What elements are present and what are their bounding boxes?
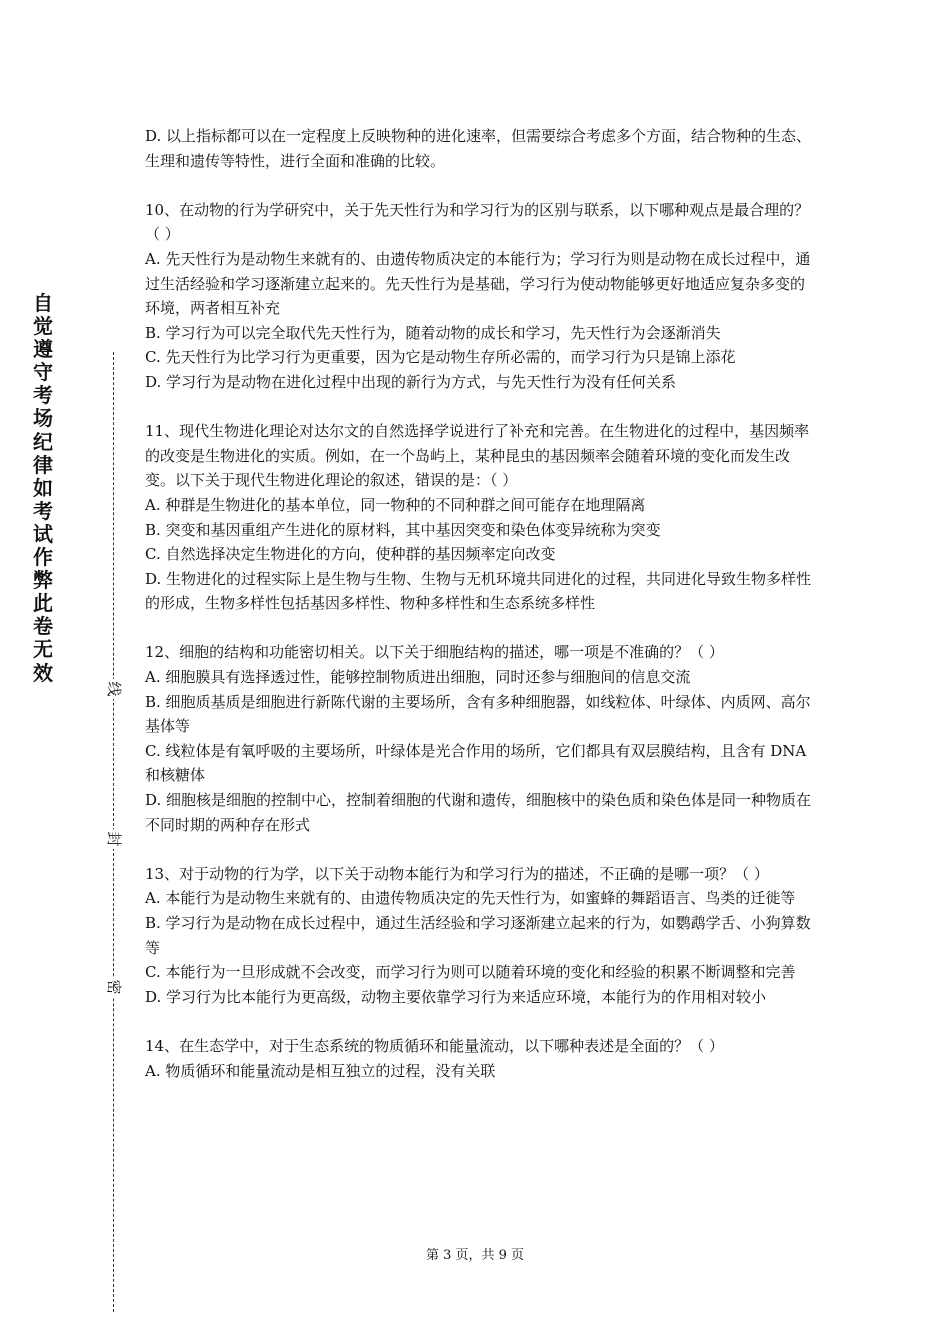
option-c: C. 线粒体是有氧呼吸的主要场所，叶绿体是光合作用的场所，它们都具有双层膜结构，且含有 DNA 和核糖体 [145, 741, 807, 785]
question-stem: 11、现代生物进化理论对达尔文的自然选择学说进行了补充和完善。在生物进化的过程中，基因频率的改变是生物进化的实质。例如，在一个岛屿上，某种昆虫的基因频率会随着环境的变化而发生改变。以下关于现代生物进化理论的叙述，错误的是：（ ） [145, 422, 810, 490]
option-a: A. 种群是生物进化的基本单位，同一物种的不同种群之间可能存在地理隔离 [145, 495, 646, 514]
option-c: C. 本能行为一旦形成就不会改变，而学习行为则可以随着环境的变化和经验的积累不断调整和完善 [145, 963, 796, 982]
option-a: A. 本能行为是动物生来就有的、由遗传物质决定的先天性行为，如蜜蜂的舞蹈语言、鸟类的迁徙等 [145, 889, 796, 908]
option-c: C. 先天性行为比学习行为更重要，因为它是动物生存所必需的，而学习行为只是锦上添花 [145, 348, 736, 367]
option-d: D. 细胞核是细胞的控制中心，控制着细胞的代谢和遗传，细胞核中的染色质和染色体是同一种物质在不同时期的两种存在形式 [145, 791, 812, 834]
option-b: B. 细胞质基质是细胞进行新陈代谢的主要场所，含有多种细胞器，如线粒体、叶绿体、内质网、高尔基体等 [145, 692, 811, 736]
seal-label-feng: 封 [103, 829, 125, 849]
question-13 [145, 862, 815, 1010]
option-a: A. 先天性行为是动物生来就有的、由遗传物质决定的本能行为；学习行为则是动物在成长过程中，通过生活经验和学习逐渐建立起来的。先天性行为是基础，学习行为使动物能够更好地适应复杂多变的环境，两者相互补充 [145, 249, 811, 318]
option-d: D. 生物进化的过程实际上是生物与生物、生物与无机环境共同进化的过程，共同进化导致生物多样性的形成，生物多样性包括基因多样性、物种多样性和生态系统多样性 [145, 569, 812, 613]
question-stem: 10、在动物的行为学研究中，关于先天性行为和学习行为的区别与联系，以下哪种观点是最合理的？（ ） [145, 200, 810, 244]
option-c: C. 自然选择决定生物进化的方向，使种群的基因频率定向改变 [145, 545, 556, 564]
option-b: B. 学习行为可以完全取代先天性行为，随着动物的成长和学习，先天性行为会逐渐消失 [145, 323, 721, 342]
option-d: D. 学习行为是动物在进化过程中出现的新行为方式，与先天性行为没有任何关系 [145, 372, 677, 391]
question-12 [145, 640, 815, 837]
question-10 [145, 198, 815, 395]
question-9-continued [145, 124, 815, 173]
option-b: B. 突变和基因重组产生进化的原材料，其中基因突变和染色体变异统称为突变 [145, 520, 661, 539]
page-footer: 第 3 页，共 9 页 [425, 1248, 525, 1263]
option-b: B. 学习行为是动物在成长过程中，通过生活经验和学习逐渐建立起来的行为，如鹦鹉学舌、小狗算数等 [145, 914, 811, 957]
question-list [145, 124, 815, 1108]
question-11 [145, 419, 815, 616]
question-14 [145, 1034, 815, 1083]
exam-discipline-warning: 自觉遵守考场纪律如考试作弊此卷无效 [33, 291, 53, 685]
option-a: A. 物质循环和能量流动是相互独立的过程，没有关联 [145, 1061, 496, 1080]
option-d: D. 学习行为比本能行为更高级，动物主要依靠学习行为来适应环境，本能行为的作用相对较小 [145, 987, 767, 1006]
option-d: D. 以上指标都可以在一定程度上反映物种的进化速率，但需要综合考虑多个方面，结合物种的生态、生理和遗传等特性，进行全面和准确的比较。 [145, 127, 812, 170]
question-stem: 13、对于动物的行为学，以下关于动物本能行为和学习行为的描述，不正确的是哪一项？（ ） [145, 864, 769, 883]
seal-label-xian: 线 [103, 679, 125, 699]
option-a: A. 细胞膜具有选择透过性，能够控制物质进出细胞，同时还参与细胞间的信息交流 [145, 668, 691, 687]
question-stem: 14、在生态学中，对于生态系统的物质循环和能量流动，以下哪种表述是全面的？（ ） [145, 1036, 724, 1055]
seal-label-mi: 密 [103, 977, 125, 997]
question-stem: 12、细胞的结构和功能密切相关。以下关于细胞结构的描述，哪一项是不准确的？（ ） [145, 643, 724, 662]
